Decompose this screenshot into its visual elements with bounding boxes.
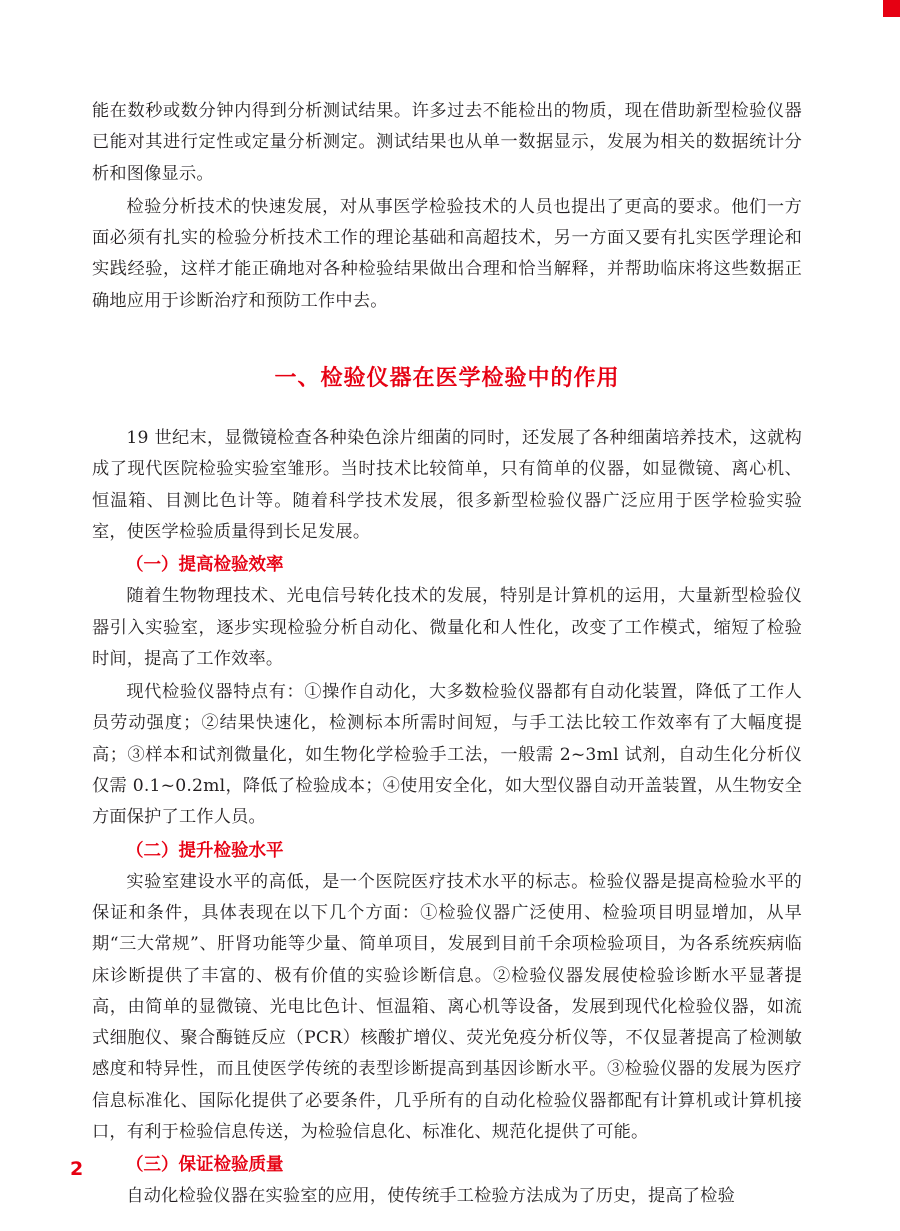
page-number: 2 — [70, 1158, 84, 1180]
subsection-heading-1: （一）提高检验效率 — [126, 555, 284, 576]
corner-color-tab — [883, 0, 900, 17]
subsection-1-paragraph-1: 随着生物物理技术、光电信号转化技术的发展，特别是计算机的运用，大量新型检验仪器引入实验室，逐步实现检验分析自动化、微量化和人性化，改变了工作模式，缩短了检验时间，提高了工作效率。 — [92, 586, 802, 669]
subsection-1-paragraph-2: 现代检验仪器特点有：①操作自动化，大多数检验仪器都有自动化装置，降低了工作人员劳动强度；②结果快速化，检测标本所需时间短，与手工法比较工作效率有了大幅度提高；③样本和试剂微量化，如生物化学检验手工法，一般需 2~3ml 试剂，自动生化分析仪仅需 0.1~0.2ml，降低了检验成本；④使用安全化，如大型仪器自动开盖装置，从生物安全方面保护了工作人员。 — [92, 682, 802, 828]
subsection-heading-2: （二）提升检验水平 — [126, 840, 284, 861]
intro-paragraph-1: 能在数秒或数分钟内得到分析测试结果。许多过去不能检出的物质，现在借助新型检验仪器已能对其进行定性或定量分析测定。测试结果也从单一数据显示，发展为相关的数据统计分析和图像显示。 — [92, 101, 802, 184]
subsection-2-paragraph-1: 实验室建设水平的高低，是一个医院医疗技术水平的标志。检验仪器是提高检验水平的保证和条件，具体表现在以下几个方面：①检验仪器广泛使用、检验项目明显增加，从早期“三大常规”、肝肾功能等少量、简单项目，发展到目前千余项检验项目，为各系统疾病临床诊断提供了丰富的、极有价值的实验诊断信息。②检验仪器发展使检验诊断水平显著提高，由简单的显微镜、光电比色计、恒温箱、离心机等设备，发展到现代化检验仪器，如流式细胞仪、聚合酶链反应（PCR）核酸扩增仪、荧光免疫分析仪等，不仅显著提高了检测敏感度和特异性，而且使医学传统的表型诊断提高到基因诊断水平。③检验仪器的发展为医疗信息标准化、国际化提供了必要条件，几乎所有的自动化检验仪器都配有计算机或计算机接口，有利于检验信息传送，为检验信息化、标准化、规范化提供了可能。 — [92, 871, 802, 1143]
section-paragraph-1: 19 世纪末，显微镜检查各种染色涂片细菌的同时，还发展了各种细菌培养技术，这就构成了现代医院检验实验室雏形。当时技术比较简单，只有简单的仪器，如显微镜、离心机、恒温箱、目测比色计等。随着科学技术发展，很多新型检验仪器广泛应用于医学检验实验室，使医学检验质量得到长足发展。 — [92, 428, 802, 542]
page-body — [92, 96, 802, 1213]
subsection-heading-3: （三）保证检验质量 — [126, 1155, 284, 1176]
intro-paragraph-2: 检验分析技术的快速发展，对从事医学检验技术的人员也提出了更高的要求。他们一方面必须有扎实的检验分析技术工作的理论基础和高超技术，另一方面又要有扎实医学理论和实践经验，这样才能正确地对各种检验结果做出合理和恰当解释，并帮助临床将这些数据正确地应用于诊断治疗和预防工作中去。 — [92, 196, 802, 311]
section-heading: 一、检验仪器在医学检验中的作用 — [274, 366, 620, 392]
subsection-3-paragraph-1: 自动化检验仪器在实验室的应用，使传统手工检验方法成为了历史，提高了检验 — [126, 1186, 735, 1207]
